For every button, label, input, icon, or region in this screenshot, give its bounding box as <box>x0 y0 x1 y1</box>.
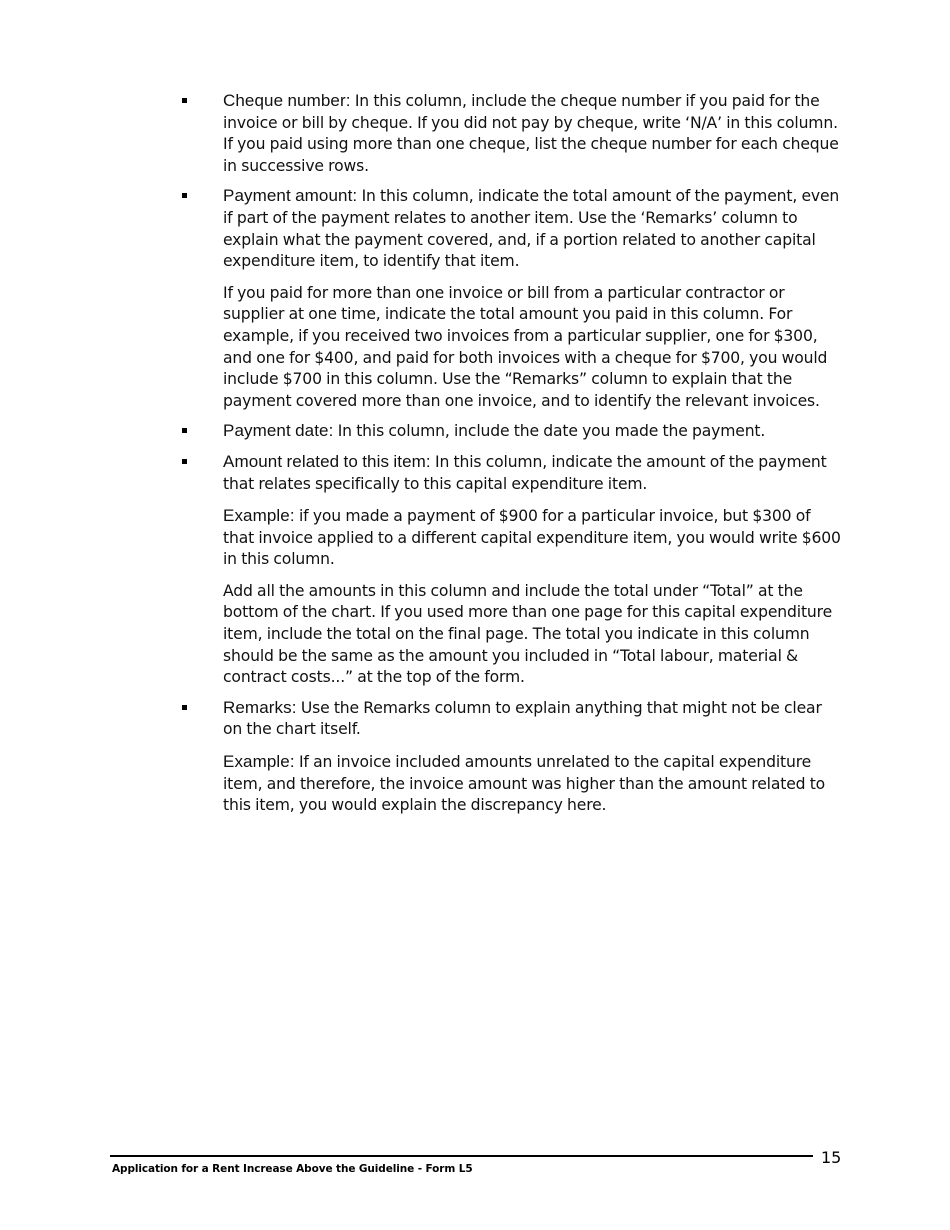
paragraph <box>223 185 841 272</box>
footer-title: Application for a Rent Increase Above the Guideline - Form L5 <box>112 1163 473 1175</box>
example-text: If an invoice included amounts unrelated to the capital expenditure item, and therefore, the invoice amount was higher than the amount related to this item, you would explain the discrepancy here. <box>223 753 826 815</box>
paragraph-text: Use the Remarks column to explain anything that might not be clear on the chart itself. <box>223 698 822 739</box>
paragraph <box>223 451 841 495</box>
square-bullet-icon <box>182 705 187 710</box>
paragraph-text: In this column, include the date you made the payment. <box>337 422 766 441</box>
square-bullet-icon <box>182 459 187 464</box>
square-bullet-icon <box>182 193 187 198</box>
paragraph <box>223 90 841 177</box>
example-label: Example: <box>223 752 295 772</box>
term-label: Remarks: <box>223 697 297 717</box>
list-item-remarks <box>181 697 841 817</box>
list-item-amount-related <box>181 451 841 689</box>
term-label: Payment date: <box>223 421 334 441</box>
example-label: Example: <box>223 506 295 526</box>
paragraph: Add all the amounts in this column and include the total under “Total” at the bottom of the chart. If you used more than one page for this capital expenditure item, include the total on the final page. The total you indicate in this column should be the same as the amount you included in “Total labour, material & contract costs...” at the top of the form. <box>223 581 833 687</box>
paragraph <box>223 697 841 741</box>
term-label: Cheque number: <box>223 91 351 110</box>
footer-divider <box>110 1155 813 1157</box>
square-bullet-icon <box>182 98 187 103</box>
paragraph <box>223 420 841 443</box>
list-item-payment-amount <box>181 185 841 412</box>
square-bullet-icon <box>182 428 187 433</box>
paragraph-text: In this column, include the cheque number if you paid for the invoice or bill by cheque. If you did not pay by cheque, write ‘N/A’ in this column. If you paid using more than one cheque, list the cheque number for each cheque in successive rows. <box>223 92 839 175</box>
paragraph-text: In this column, indicate the amount of the payment that relates specifically to this capital expenditure item. <box>223 452 827 493</box>
list-item-cheque-number <box>181 90 841 177</box>
list-item-payment-date <box>181 420 841 443</box>
example-text: if you made a payment of $900 for a particular invoice, but $300 of that invoice applied to a different capital expenditure item, you would write $600 in this column. <box>223 507 841 569</box>
term-label: Amount related to this item: <box>223 451 431 471</box>
paragraph: If you paid for more than one invoice or bill from a particular contractor or supplier at one time, indicate the total amount you paid in this column. For example, if you received two invoices from a particular supplier, one for $300, and one for $400, and paid for both invoices with a cheque for $700, you would include $700 in this column. Use the “Remarks” column to explain that the payment covered more than one invoice, and to identify the relevant invoices. <box>223 283 828 410</box>
term-label: Payment amount: <box>223 186 358 206</box>
page-content <box>181 90 841 825</box>
paragraph-text: In this column, indicate the total amount of the payment, even if part of the payment relates to another item. Use the ‘Remarks’ column to explain what the payment covered, and, if a portion related to another capital expenditure item, to identify that item. <box>223 187 840 271</box>
example-paragraph <box>223 505 841 571</box>
example-paragraph <box>223 751 841 817</box>
page-number: 15 <box>821 1148 842 1167</box>
